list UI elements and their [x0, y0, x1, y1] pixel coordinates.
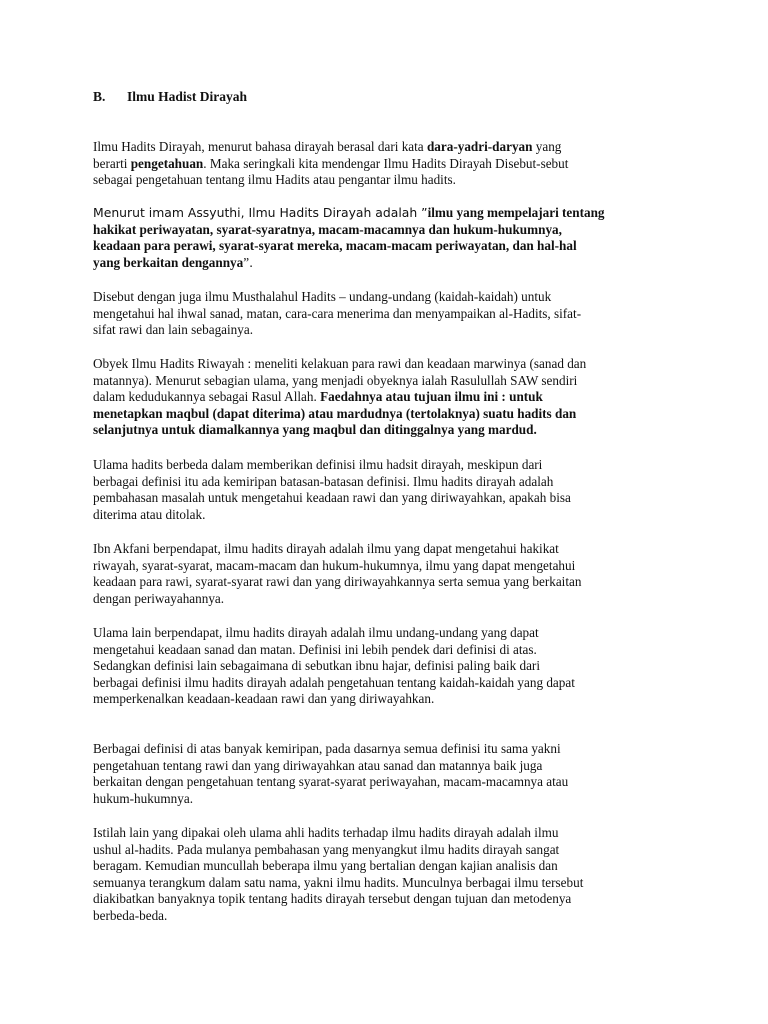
bold-quote-line: keadaan para perawi, syarat-syarat mereka, macam-macam periwayatan, dan hal-hal — [93, 238, 577, 254]
text-line: diakibatkan banyaknya topik tentang hadits dirayah tersebut dengan tujuan dan metodenya — [93, 891, 572, 907]
section-heading — [93, 89, 247, 105]
text-line: berbagai definisi ilmu hadits dirayah adalah pengetahuan tentang kaidah-kaidah yang dapat — [93, 674, 575, 690]
text-line: pembahasan masalah untuk mengetahui keadaan rawi dan yang diriwayahkan, apakah bisa — [93, 490, 571, 506]
text-line: pengetahuan tentang rawi dan yang diriwayahkan atau sanad dan matannya baik juga — [93, 757, 543, 773]
paragraph-ulama-berbeda — [93, 457, 571, 523]
text-line: Ibn Akfani berpendapat, ilmu hadits dirayah adalah ilmu yang dapat mengetahui hakikat — [93, 541, 559, 556]
text-line: mengetahui keadaan sanad dan matan. Definisi ini lebih pendek dari definisi di atas. — [93, 641, 537, 657]
bold-text-line: menetapkan maqbul (dapat diterima) atau mardudnya (tertolaknya) suatu hadits dan — [93, 405, 577, 421]
bold-text-line: selanjutnya untuk diamalkannya yang maqbul dan ditinggalnya yang mardud. — [93, 422, 537, 438]
paragraph-ibn-akfani — [93, 541, 581, 607]
bold-quote: ilmu yang mempelajari tentang — [427, 205, 605, 220]
bold-quote: yang berkaitan dengannya — [93, 254, 244, 270]
paragraph-istilah-lain — [93, 825, 583, 925]
paragraph-obyek-ilmu — [93, 356, 586, 439]
paragraph-kemiripan-definisi — [93, 741, 568, 807]
text-line: memperkenalkan keadaan-keadaan rawi dan yang diriwayahkan. — [93, 691, 435, 707]
text-line: sifat rawi dan lain sebagainya. — [93, 322, 254, 338]
text-line: Sedangkan definisi lain sebagaimana di sebutkan ibnu hajar, definisi paling baik dari — [93, 658, 540, 674]
text-line: hukum-hukumnya. — [93, 790, 193, 806]
text-line: berbagai definisi itu ada kemiripan batasan-batasan definisi. Ilmu hadits dirayah adalah — [93, 473, 554, 489]
text-line: Ulama hadits berbeda dalam memberikan definisi ilmu hadsit dirayah, meskipun dari — [93, 457, 543, 472]
text-line: beragam. Kemudian muncullah beberapa ilmu yang bertalian dengan kajian analisis dan — [93, 858, 558, 874]
text-line: diterima atau ditolak. — [93, 506, 206, 522]
paragraph-assyuthi-definition — [93, 205, 605, 271]
text-line: sebagai pengetahuan tentang ilmu Hadits atau pengantar ilmu hadits. — [93, 172, 456, 188]
text-line: dengan periwayahannya. — [93, 590, 225, 606]
text-run: Ilmu Hadits Dirayah, menurut bahasa dirayah berasal dari kata — [93, 139, 427, 154]
text-line — [93, 205, 605, 222]
text-line: Obyek Ilmu Hadits Riwayah : meneliti kelakuan para rawi dan keadaan marwinya (sanad dan — [93, 356, 587, 371]
text-line — [93, 139, 568, 156]
bold-term: pengetahuan — [130, 155, 204, 171]
text-line: riwayah, syarat-syarat, macam-macam dan hukum-hukumnya, ilmu yang dapat mengetahui — [93, 557, 576, 573]
text-line: Istilah lain yang dipakai oleh ulama ahli hadits terhadap ilmu hadits dirayah adalah ilmu — [93, 825, 559, 840]
text-line — [93, 255, 605, 272]
text-line: semuanya terangkum dalam satu nama, yakni ilmu hadits. Munculnya berbagai ilmu tersebut — [93, 874, 584, 890]
text-run: . — [249, 254, 254, 270]
text-line: matannya). Menurut sebagian ulama, yang menjadi obyeknya ialah Rasulullah SAW sendiri — [93, 372, 578, 388]
text-run: . Maka seringkali kita mendengar Ilmu Hadits Dirayah Disebut-sebut — [203, 155, 569, 171]
section-title: Ilmu Hadist Dirayah — [127, 89, 248, 104]
bold-quote-line: hakikat periwayatan, syarat-syaratnya, macam-macamnya dan hukum-hukumnya, — [93, 221, 562, 237]
text-run: yang — [532, 139, 562, 154]
text-line: keadaan para rawi, syarat-syarat rawi dan yang diriwayahkannya serta semua yang berkaitan — [93, 574, 582, 590]
text-line: mengetahui hal ihwal sanad, matan, cara-cara menerima dan menyampaikan al-Hadits, sifat- — [93, 305, 582, 321]
text-line: ushul al-hadits. Pada mulanya pembahasan yang menyangkut ilmu hadits dirayah sangat — [93, 841, 560, 857]
text-line: berkaitan dengan pengetahuan tentang syarat-syarat periwayahan, macam-macamnya atau — [93, 774, 569, 790]
paragraph-ulama-lain — [93, 625, 575, 708]
text-run: dalam kedudukannya sebagai Rasul Allah. — [93, 389, 321, 405]
paragraph-musthalahul-hadits — [93, 289, 581, 339]
text-line: Berbagai definisi di atas banyak kemiripan, pada dasarnya semua definisi itu sama yakni — [93, 741, 561, 756]
text-line — [93, 156, 568, 173]
text-line: Ulama lain berpendapat, ilmu hadits dirayah adalah ilmu undang-undang yang dapat — [93, 625, 539, 640]
section-number: B. — [93, 89, 106, 104]
text-run: Menurut imam Assyuthi, Ilmu Hadits Dirayah adalah ” — [93, 205, 428, 220]
bold-text: Faedahnya atau tujuan ilmu ini : untuk — [320, 389, 543, 405]
bold-term: dara-yadri-daryan — [426, 139, 533, 154]
text-line: Disebut dengan juga ilmu Musthalahul Hadits – undang-undang (kaidah-kaidah) untuk — [93, 289, 552, 304]
paragraph-definition-bahasa — [93, 139, 568, 189]
text-line: berbeda-beda. — [93, 907, 168, 923]
text-run: ” — [243, 254, 250, 270]
text-run: berarti — [93, 155, 131, 171]
text-line — [93, 389, 586, 406]
